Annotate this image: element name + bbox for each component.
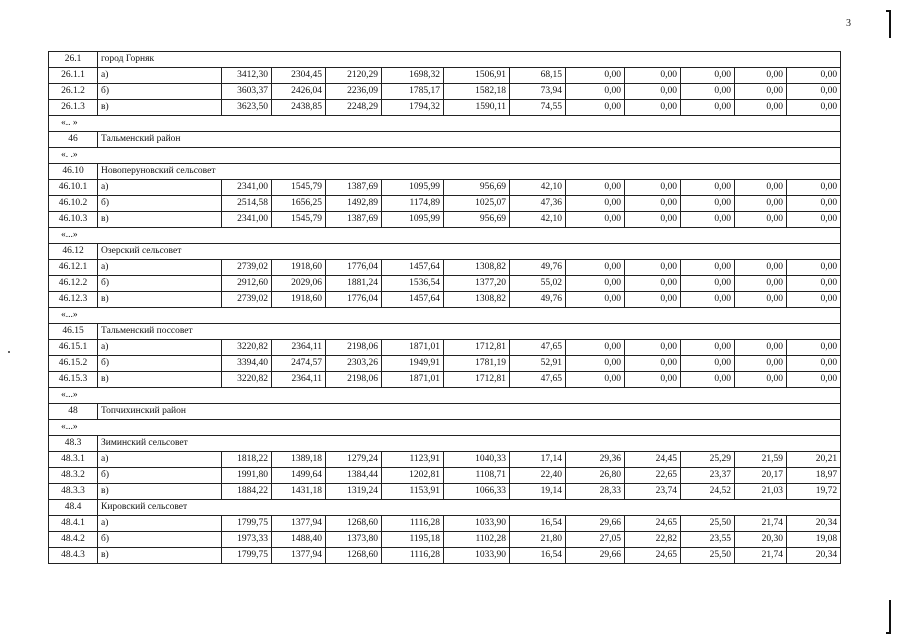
section-name: Озерский сельсовет — [98, 244, 841, 260]
value-cell: 1102,28 — [444, 532, 510, 548]
table-body — [49, 52, 841, 564]
value-cell: 0,00 — [625, 356, 681, 372]
value-cell: 1799,75 — [222, 548, 272, 564]
row-code: 26.1.2 — [49, 84, 98, 100]
value-cell: 1785,17 — [382, 84, 444, 100]
ellipsis-row — [49, 228, 841, 244]
row-code: 46.15.2 — [49, 356, 98, 372]
value-cell: 0,00 — [681, 276, 735, 292]
value-cell: 1384,44 — [326, 468, 382, 484]
value-cell: 1776,04 — [326, 292, 382, 308]
value-cell: 0,00 — [735, 180, 787, 196]
value-cell: 1871,01 — [382, 372, 444, 388]
value-cell: 1794,32 — [382, 100, 444, 116]
value-cell: 1488,40 — [272, 532, 326, 548]
ellipsis-row — [49, 308, 841, 324]
value-cell: 0,00 — [625, 340, 681, 356]
value-cell: 20,34 — [787, 516, 841, 532]
value-cell: 27,05 — [566, 532, 625, 548]
value-cell: 2426,04 — [272, 84, 326, 100]
row-code: 26.1 — [49, 52, 98, 68]
row-code: 46.12.1 — [49, 260, 98, 276]
value-cell: 0,00 — [625, 292, 681, 308]
value-cell: 1656,25 — [272, 196, 326, 212]
value-cell: 3623,50 — [222, 100, 272, 116]
value-cell: 0,00 — [735, 292, 787, 308]
value-cell: 1799,75 — [222, 516, 272, 532]
ellipsis-row — [49, 388, 841, 404]
row-code: 48.3.3 — [49, 484, 98, 500]
row-code: 46.12.3 — [49, 292, 98, 308]
value-cell: 3220,82 — [222, 340, 272, 356]
value-cell: 3394,40 — [222, 356, 272, 372]
scan-speck — [8, 351, 10, 353]
value-cell: 0,00 — [681, 68, 735, 84]
value-cell: 0,00 — [566, 340, 625, 356]
value-cell: 2739,02 — [222, 292, 272, 308]
value-cell: 1582,18 — [444, 84, 510, 100]
value-cell: 2364,11 — [272, 340, 326, 356]
row-label: в) — [98, 484, 222, 500]
value-cell: 0,00 — [566, 260, 625, 276]
row-code: 48.3.2 — [49, 468, 98, 484]
value-cell: 16,54 — [510, 548, 566, 564]
table-row — [49, 100, 841, 116]
row-label: в) — [98, 100, 222, 116]
row-code: 46.15 — [49, 324, 98, 340]
value-cell: 0,00 — [566, 212, 625, 228]
value-cell: 1918,60 — [272, 292, 326, 308]
value-cell: 0,00 — [735, 84, 787, 100]
value-cell: 0,00 — [681, 212, 735, 228]
value-cell: 2198,06 — [326, 340, 382, 356]
value-cell: 24,65 — [625, 516, 681, 532]
value-cell: 0,00 — [681, 356, 735, 372]
value-cell: 0,00 — [735, 68, 787, 84]
table-row — [49, 276, 841, 292]
value-cell: 2120,29 — [326, 68, 382, 84]
value-cell: 2739,02 — [222, 260, 272, 276]
value-cell: 3220,82 — [222, 372, 272, 388]
value-cell: 1066,33 — [444, 484, 510, 500]
value-cell: 2303,26 — [326, 356, 382, 372]
section-header-row — [49, 132, 841, 148]
value-cell: 0,00 — [625, 276, 681, 292]
value-cell: 1319,24 — [326, 484, 382, 500]
table-row — [49, 340, 841, 356]
value-cell: 0,00 — [625, 212, 681, 228]
row-label: а) — [98, 340, 222, 356]
value-cell: 2304,45 — [272, 68, 326, 84]
value-cell: 1108,71 — [444, 468, 510, 484]
value-cell: 956,69 — [444, 212, 510, 228]
value-cell: 74,55 — [510, 100, 566, 116]
value-cell: 1195,18 — [382, 532, 444, 548]
value-cell: 0,00 — [625, 196, 681, 212]
value-cell: 1025,07 — [444, 196, 510, 212]
row-label: б) — [98, 532, 222, 548]
value-cell: 0,00 — [681, 84, 735, 100]
value-cell: 2341,00 — [222, 212, 272, 228]
value-cell: 2248,29 — [326, 100, 382, 116]
row-code: 48 — [49, 404, 98, 420]
value-cell: 1095,99 — [382, 180, 444, 196]
value-cell: 0,00 — [787, 260, 841, 276]
value-cell: 0,00 — [735, 196, 787, 212]
value-cell: 0,00 — [566, 292, 625, 308]
section-name: Кировский сельсовет — [98, 500, 841, 516]
value-cell: 18,97 — [787, 468, 841, 484]
row-label: а) — [98, 180, 222, 196]
section-header-row — [49, 436, 841, 452]
tariff-table — [48, 51, 841, 564]
value-cell: 0,00 — [735, 260, 787, 276]
value-cell: 3412,30 — [222, 68, 272, 84]
value-cell: 0,00 — [787, 68, 841, 84]
row-label: а) — [98, 260, 222, 276]
table-row — [49, 484, 841, 500]
value-cell: 55,02 — [510, 276, 566, 292]
value-cell: 0,00 — [735, 100, 787, 116]
value-cell: 19,72 — [787, 484, 841, 500]
value-cell: 1949,91 — [382, 356, 444, 372]
table-row — [49, 180, 841, 196]
value-cell: 0,00 — [566, 276, 625, 292]
row-label: в) — [98, 548, 222, 564]
value-cell: 20,17 — [735, 468, 787, 484]
value-cell: 25,50 — [681, 516, 735, 532]
table-row — [49, 548, 841, 564]
value-cell: 1506,91 — [444, 68, 510, 84]
value-cell: 1884,22 — [222, 484, 272, 500]
section-header-row — [49, 404, 841, 420]
value-cell: 25,50 — [681, 548, 735, 564]
value-cell: 0,00 — [625, 372, 681, 388]
scan-bracket-mark — [886, 10, 891, 38]
value-cell: 0,00 — [566, 100, 625, 116]
value-cell: 1202,81 — [382, 468, 444, 484]
row-code: «. .» — [49, 148, 841, 164]
section-name: Тальменский район — [98, 132, 841, 148]
section-header-row — [49, 244, 841, 260]
row-code: 46.10.1 — [49, 180, 98, 196]
value-cell: 0,00 — [566, 180, 625, 196]
row-label: а) — [98, 516, 222, 532]
table-row — [49, 532, 841, 548]
value-cell: 2364,11 — [272, 372, 326, 388]
value-cell: 0,00 — [681, 260, 735, 276]
value-cell: 21,03 — [735, 484, 787, 500]
row-code: 26.1.3 — [49, 100, 98, 116]
row-label: а) — [98, 452, 222, 468]
row-code: 46.10 — [49, 164, 98, 180]
value-cell: 1431,18 — [272, 484, 326, 500]
value-cell: 1499,64 — [272, 468, 326, 484]
row-label: б) — [98, 196, 222, 212]
row-code: «...» — [49, 388, 841, 404]
row-code: 46.15.1 — [49, 340, 98, 356]
value-cell: 956,69 — [444, 180, 510, 196]
table-row — [49, 212, 841, 228]
value-cell: 0,00 — [735, 212, 787, 228]
value-cell: 25,29 — [681, 452, 735, 468]
value-cell: 0,00 — [566, 372, 625, 388]
value-cell: 0,00 — [735, 356, 787, 372]
value-cell: 1918,60 — [272, 260, 326, 276]
value-cell: 29,66 — [566, 548, 625, 564]
row-code: «.. » — [49, 116, 841, 132]
value-cell: 19,08 — [787, 532, 841, 548]
value-cell: 0,00 — [787, 212, 841, 228]
section-name: Новоперуновский сельсовет — [98, 164, 841, 180]
value-cell: 23,55 — [681, 532, 735, 548]
value-cell: 29,66 — [566, 516, 625, 532]
value-cell: 21,74 — [735, 516, 787, 532]
value-cell: 1492,89 — [326, 196, 382, 212]
value-cell: 0,00 — [625, 68, 681, 84]
section-header-row — [49, 164, 841, 180]
value-cell: 2029,06 — [272, 276, 326, 292]
value-cell: 0,00 — [566, 196, 625, 212]
ellipsis-row — [49, 148, 841, 164]
value-cell: 1536,54 — [382, 276, 444, 292]
value-cell: 0,00 — [625, 100, 681, 116]
value-cell: 2514,58 — [222, 196, 272, 212]
value-cell: 21,80 — [510, 532, 566, 548]
value-cell: 1387,69 — [326, 180, 382, 196]
value-cell: 1590,11 — [444, 100, 510, 116]
value-cell: 42,10 — [510, 212, 566, 228]
value-cell: 21,59 — [735, 452, 787, 468]
table-row — [49, 356, 841, 372]
value-cell: 2341,00 — [222, 180, 272, 196]
section-name: город Горняк — [98, 52, 841, 68]
row-code: «...» — [49, 228, 841, 244]
value-cell: 1308,82 — [444, 260, 510, 276]
section-name: Зиминский сельсовет — [98, 436, 841, 452]
value-cell: 2912,60 — [222, 276, 272, 292]
value-cell: 2438,85 — [272, 100, 326, 116]
row-code: 48.4.2 — [49, 532, 98, 548]
value-cell: 1781,19 — [444, 356, 510, 372]
value-cell: 1698,32 — [382, 68, 444, 84]
row-code: 46.12 — [49, 244, 98, 260]
row-code: 48.3.1 — [49, 452, 98, 468]
row-label: в) — [98, 292, 222, 308]
value-cell: 0,00 — [566, 356, 625, 372]
value-cell: 21,74 — [735, 548, 787, 564]
section-header-row — [49, 52, 841, 68]
value-cell: 52,91 — [510, 356, 566, 372]
value-cell: 1377,94 — [272, 516, 326, 532]
table-row — [49, 292, 841, 308]
value-cell: 1973,33 — [222, 532, 272, 548]
page-number: 3 — [846, 18, 851, 29]
value-cell: 1389,18 — [272, 452, 326, 468]
value-cell: 0,00 — [787, 340, 841, 356]
value-cell: 1457,64 — [382, 292, 444, 308]
value-cell: 1033,90 — [444, 516, 510, 532]
table-row — [49, 68, 841, 84]
table-row — [49, 372, 841, 388]
value-cell: 1991,80 — [222, 468, 272, 484]
value-cell: 1095,99 — [382, 212, 444, 228]
value-cell: 0,00 — [625, 84, 681, 100]
value-cell: 0,00 — [681, 372, 735, 388]
value-cell: 0,00 — [735, 340, 787, 356]
value-cell: 1308,82 — [444, 292, 510, 308]
row-code: 46.10.3 — [49, 212, 98, 228]
value-cell: 22,40 — [510, 468, 566, 484]
row-label: б) — [98, 468, 222, 484]
value-cell: 26,80 — [566, 468, 625, 484]
table-row — [49, 516, 841, 532]
value-cell: 28,33 — [566, 484, 625, 500]
value-cell: 22,65 — [625, 468, 681, 484]
value-cell: 20,21 — [787, 452, 841, 468]
row-label: б) — [98, 276, 222, 292]
row-code: 46.10.2 — [49, 196, 98, 212]
value-cell: 0,00 — [787, 180, 841, 196]
value-cell: 0,00 — [787, 84, 841, 100]
value-cell: 19,14 — [510, 484, 566, 500]
value-cell: 1174,89 — [382, 196, 444, 212]
value-cell: 1818,22 — [222, 452, 272, 468]
value-cell: 0,00 — [625, 180, 681, 196]
value-cell: 1457,64 — [382, 260, 444, 276]
value-cell: 1776,04 — [326, 260, 382, 276]
section-name: Тальменский поссовет — [98, 324, 841, 340]
value-cell: 1279,24 — [326, 452, 382, 468]
value-cell: 20,34 — [787, 548, 841, 564]
row-label: в) — [98, 212, 222, 228]
value-cell: 1116,28 — [382, 516, 444, 532]
value-cell: 0,00 — [681, 180, 735, 196]
value-cell: 0,00 — [566, 68, 625, 84]
value-cell: 0,00 — [787, 292, 841, 308]
value-cell: 1377,94 — [272, 548, 326, 564]
row-code: 48.3 — [49, 436, 98, 452]
value-cell: 2236,09 — [326, 84, 382, 100]
ellipsis-row — [49, 420, 841, 436]
value-cell: 23,37 — [681, 468, 735, 484]
value-cell: 1153,91 — [382, 484, 444, 500]
value-cell: 0,00 — [735, 372, 787, 388]
table-row — [49, 468, 841, 484]
table-row — [49, 452, 841, 468]
value-cell: 1123,91 — [382, 452, 444, 468]
value-cell: 1545,79 — [272, 180, 326, 196]
value-cell: 1545,79 — [272, 212, 326, 228]
row-label: а) — [98, 68, 222, 84]
row-code: 48.4.3 — [49, 548, 98, 564]
table-row — [49, 260, 841, 276]
row-code: «...» — [49, 420, 841, 436]
value-cell: 1040,33 — [444, 452, 510, 468]
row-code: 46.12.2 — [49, 276, 98, 292]
value-cell: 1268,60 — [326, 516, 382, 532]
value-cell: 24,45 — [625, 452, 681, 468]
value-cell: 49,76 — [510, 260, 566, 276]
value-cell: 17,14 — [510, 452, 566, 468]
value-cell: 20,30 — [735, 532, 787, 548]
value-cell: 47,65 — [510, 372, 566, 388]
value-cell: 0,00 — [681, 196, 735, 212]
value-cell: 0,00 — [681, 340, 735, 356]
value-cell: 1377,20 — [444, 276, 510, 292]
row-code: 46 — [49, 132, 98, 148]
row-label: б) — [98, 84, 222, 100]
value-cell: 0,00 — [735, 276, 787, 292]
value-cell: 24,65 — [625, 548, 681, 564]
value-cell: 1387,69 — [326, 212, 382, 228]
value-cell: 1871,01 — [382, 340, 444, 356]
row-code: 26.1.1 — [49, 68, 98, 84]
value-cell: 1881,24 — [326, 276, 382, 292]
value-cell: 23,74 — [625, 484, 681, 500]
section-name: Топчихинский район — [98, 404, 841, 420]
value-cell: 0,00 — [566, 84, 625, 100]
table-row — [49, 84, 841, 100]
value-cell: 1268,60 — [326, 548, 382, 564]
value-cell: 29,36 — [566, 452, 625, 468]
value-cell: 47,36 — [510, 196, 566, 212]
value-cell: 1712,81 — [444, 372, 510, 388]
section-header-row — [49, 324, 841, 340]
value-cell: 47,65 — [510, 340, 566, 356]
table-row — [49, 196, 841, 212]
value-cell: 0,00 — [625, 260, 681, 276]
value-cell: 42,10 — [510, 180, 566, 196]
value-cell: 0,00 — [787, 196, 841, 212]
value-cell: 22,82 — [625, 532, 681, 548]
row-code: 46.15.3 — [49, 372, 98, 388]
value-cell: 1373,80 — [326, 532, 382, 548]
scan-bracket-mark — [886, 600, 891, 634]
row-code: «...» — [49, 308, 841, 324]
value-cell: 2198,06 — [326, 372, 382, 388]
value-cell: 73,94 — [510, 84, 566, 100]
row-label: в) — [98, 372, 222, 388]
value-cell: 0,00 — [787, 356, 841, 372]
row-code: 48.4.1 — [49, 516, 98, 532]
value-cell: 1033,90 — [444, 548, 510, 564]
section-header-row — [49, 500, 841, 516]
value-cell: 49,76 — [510, 292, 566, 308]
row-code: 48.4 — [49, 500, 98, 516]
value-cell: 16,54 — [510, 516, 566, 532]
value-cell: 0,00 — [681, 100, 735, 116]
value-cell: 0,00 — [681, 292, 735, 308]
value-cell: 1712,81 — [444, 340, 510, 356]
value-cell: 68,15 — [510, 68, 566, 84]
ellipsis-row — [49, 116, 841, 132]
value-cell: 3603,37 — [222, 84, 272, 100]
value-cell: 24,52 — [681, 484, 735, 500]
value-cell: 0,00 — [787, 372, 841, 388]
value-cell: 0,00 — [787, 100, 841, 116]
value-cell: 1116,28 — [382, 548, 444, 564]
row-label: б) — [98, 356, 222, 372]
value-cell: 0,00 — [787, 276, 841, 292]
value-cell: 2474,57 — [272, 356, 326, 372]
